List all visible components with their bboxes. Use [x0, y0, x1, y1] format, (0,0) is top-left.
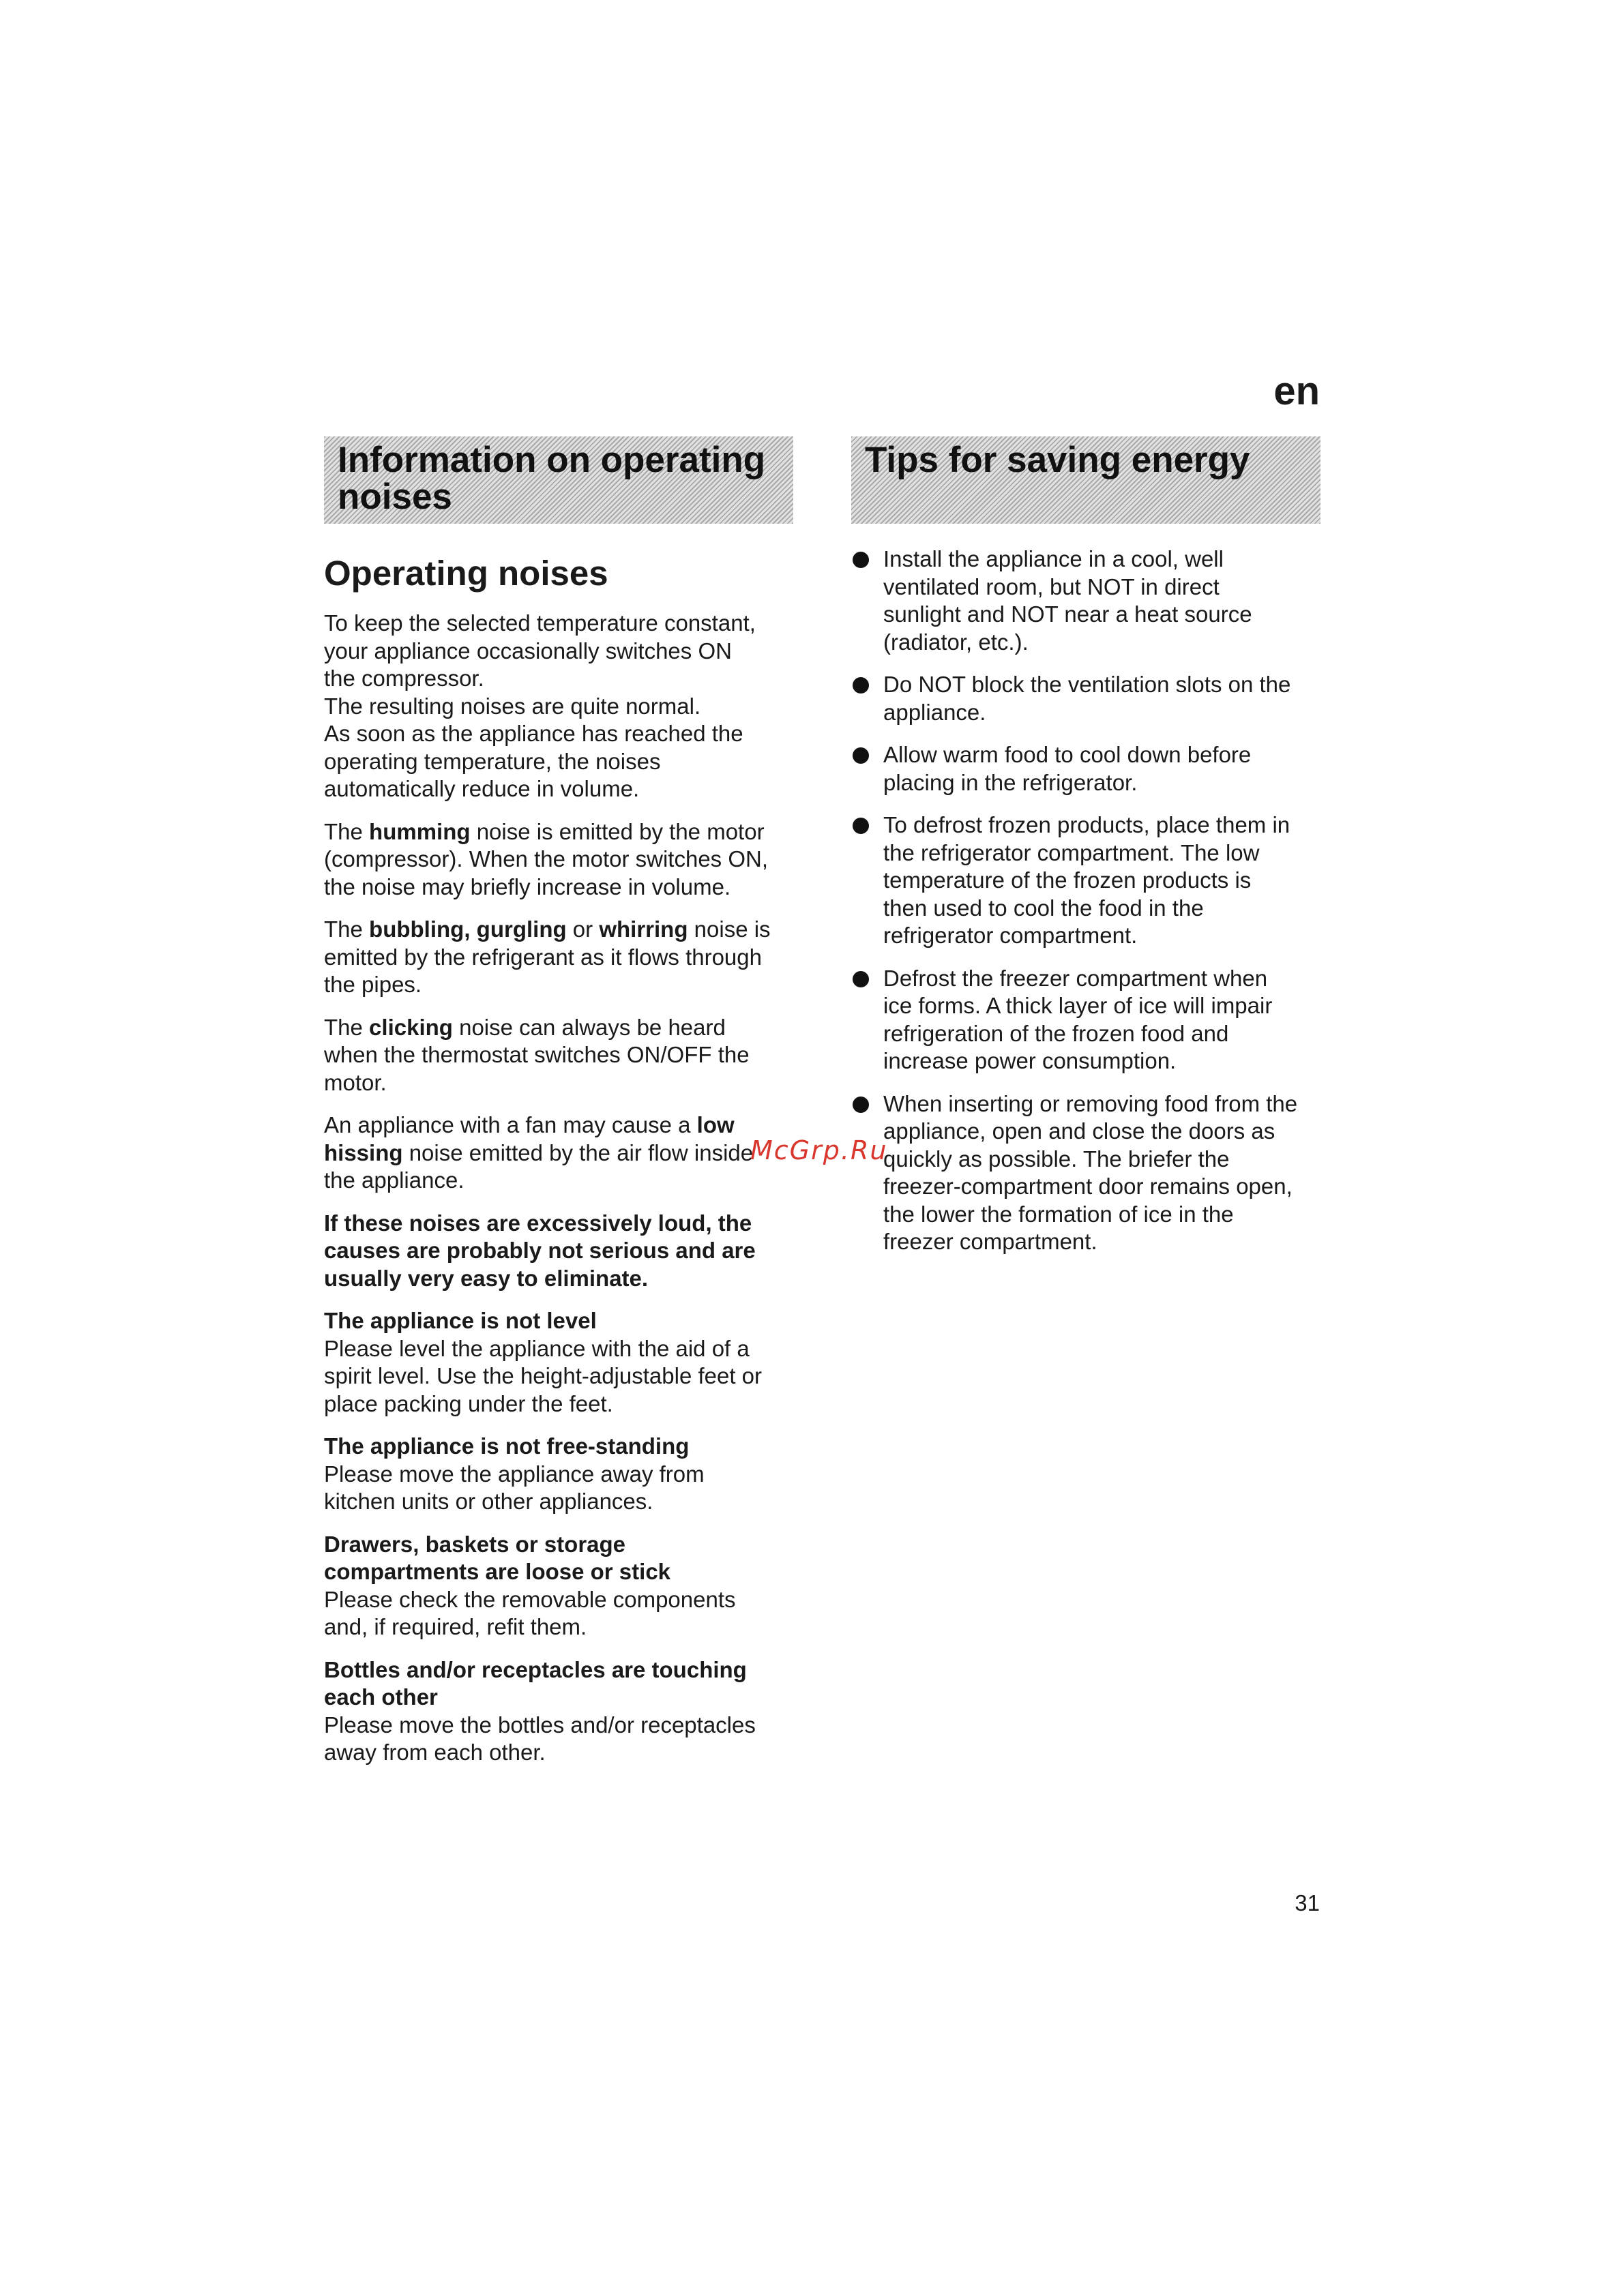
text-line: appliance, open and close the doors as	[883, 1118, 1275, 1144]
heading-line: Information on operating	[338, 440, 766, 480]
text-line	[324, 818, 801, 846]
text-line: causes are probably not serious and are	[324, 1238, 756, 1263]
text-line: freezer compartment.	[883, 1229, 1097, 1254]
warning-paragraph	[324, 1210, 801, 1293]
tip-item	[851, 546, 1322, 656]
bold-term: clicking	[369, 1014, 453, 1040]
text-line: Do NOT block the ventilation slots on the	[883, 672, 1291, 697]
text-line: Install the appliance in a cool, well	[883, 546, 1224, 571]
clicking-paragraph	[324, 1014, 801, 1097]
text-line: away from each other.	[324, 1740, 546, 1765]
watermark: McGrp.Ru	[750, 1135, 888, 1165]
cause-not-free-standing	[324, 1433, 801, 1516]
cause-title: each other	[324, 1684, 438, 1710]
section-heading-saving-energy	[851, 436, 1320, 524]
bullet-icon	[853, 552, 869, 568]
section-heading-operating-noises	[324, 436, 793, 524]
tip-item	[851, 811, 1322, 950]
text-line	[324, 916, 801, 944]
text: noise is	[688, 916, 771, 942]
text-line: the pipes.	[324, 972, 422, 997]
cause-title: compartments are loose or stick	[324, 1559, 671, 1584]
text-line: and, if required, refit them.	[324, 1614, 587, 1639]
bold-term: bubbling, gurgling	[369, 916, 567, 942]
text-line: emitted by the refrigerant as it flows through	[324, 944, 762, 970]
text-line: (compressor). When the motor switches ON,	[324, 846, 769, 871]
bold-term: hissing	[324, 1139, 403, 1165]
text-line: then used to cool the food in the	[883, 895, 1204, 921]
heading-line: Tips for saving energy	[865, 440, 1250, 480]
text-line: kitchen units or other appliances.	[324, 1489, 653, 1514]
heading-line: noises	[338, 477, 452, 517]
text-line: temperature of the frozen products is	[883, 867, 1252, 893]
bullet-icon	[853, 971, 869, 987]
right-column	[851, 546, 1322, 1271]
text: noise can always be heard	[452, 1014, 726, 1040]
page-number: 31	[1295, 1890, 1320, 1915]
bullet-icon	[853, 747, 869, 764]
intro-paragraph	[324, 610, 801, 803]
subheading-operating-noises: Operating noises	[324, 554, 608, 593]
bold-term: humming	[369, 818, 471, 844]
text-line	[324, 1139, 801, 1167]
tip-item	[851, 741, 1322, 796]
language-tag: en	[1273, 369, 1320, 413]
cause-title: Drawers, baskets or storage	[324, 1531, 626, 1557]
text-line: the noise may briefly increase in volume.	[324, 874, 731, 899]
text: An appliance with a fan may cause a	[324, 1112, 697, 1137]
text-line: the lower the formation of ice in the	[883, 1201, 1234, 1227]
text-line: To keep the selected temperature constant,	[324, 610, 756, 636]
text-line	[324, 1112, 801, 1139]
text: noise emitted by the air flow inside	[402, 1139, 754, 1165]
text-line: Please check the removable components	[324, 1586, 736, 1612]
text-line: appliance.	[883, 699, 986, 725]
text-line: Defrost the freezer compartment when	[883, 965, 1268, 991]
bold-term: low	[696, 1112, 735, 1137]
text-line: placing in the refrigerator.	[883, 769, 1138, 795]
cause-drawers-loose	[324, 1531, 801, 1641]
text: The	[324, 1014, 370, 1040]
text-line: Please move the bottles and/or receptacles	[324, 1712, 756, 1738]
bullet-icon	[853, 1097, 869, 1113]
text-line: the appliance.	[324, 1167, 464, 1193]
text-line: sunlight and NOT near a heat source	[883, 601, 1252, 627]
text-line: The resulting noises are quite normal.	[324, 693, 701, 719]
text: noise is emitted by the motor	[470, 818, 765, 844]
text-line: the refrigerator compartment. The low	[883, 839, 1260, 865]
text-line: quickly as possible. The briefer the	[883, 1146, 1230, 1172]
bubbling-paragraph	[324, 916, 801, 999]
bullet-icon	[853, 677, 869, 694]
text-line: When inserting or removing food from the	[883, 1090, 1298, 1116]
text-line: automatically reduce in volume.	[324, 776, 640, 801]
text-line: To defrost frozen products, place them in	[883, 812, 1290, 837]
text-line: Please level the appliance with the aid of a	[324, 1335, 750, 1361]
text-line: the compressor.	[324, 666, 484, 691]
text-line: refrigerator compartment.	[883, 923, 1138, 948]
cause-title: Bottles and/or receptacles are touching	[324, 1656, 747, 1682]
text-line: motor.	[324, 1069, 387, 1095]
text-line: If these noises are excessively loud, the	[324, 1210, 752, 1236]
text-line: (radiator, etc.).	[883, 629, 1029, 655]
text-line	[324, 1014, 801, 1042]
text-line: Allow warm food to cool down before	[883, 742, 1252, 767]
text: The	[324, 818, 370, 844]
text-line: your appliance occasionally switches ON	[324, 638, 732, 664]
cause-bottles-touching	[324, 1656, 801, 1767]
text-line: increase power consumption.	[883, 1048, 1177, 1073]
tip-item	[851, 965, 1322, 1075]
cause-title: The appliance is not free-standing	[324, 1433, 690, 1459]
text-line: ice forms. A thick layer of ice will impair	[883, 993, 1273, 1018]
text-line: place packing under the feet.	[324, 1390, 613, 1416]
text: The	[324, 916, 370, 942]
text-line: As soon as the appliance has reached the	[324, 721, 743, 746]
tip-item	[851, 1090, 1322, 1256]
left-column	[324, 546, 801, 1782]
fan-paragraph	[324, 1112, 801, 1195]
cause-not-level	[324, 1307, 801, 1418]
text-line: refrigeration of the frozen food and	[883, 1020, 1229, 1046]
text-line: usually very easy to eliminate.	[324, 1265, 649, 1291]
text-line: spirit level. Use the height-adjustable feet or	[324, 1363, 763, 1388]
bullet-icon	[853, 818, 869, 834]
tip-item	[851, 671, 1322, 726]
text: or	[566, 916, 600, 942]
bold-term: whirring	[599, 916, 688, 942]
text-line: when the thermostat switches ON/OFF the	[324, 1042, 750, 1067]
humming-paragraph	[324, 818, 801, 901]
text-line: ventilated room, but NOT in direct	[883, 573, 1220, 599]
text-line: Please move the appliance away from	[324, 1461, 705, 1487]
text-line: operating temperature, the noises	[324, 748, 661, 774]
cause-title: The appliance is not level	[324, 1308, 597, 1333]
text-line: freezer-compartment door remains open,	[883, 1174, 1293, 1199]
